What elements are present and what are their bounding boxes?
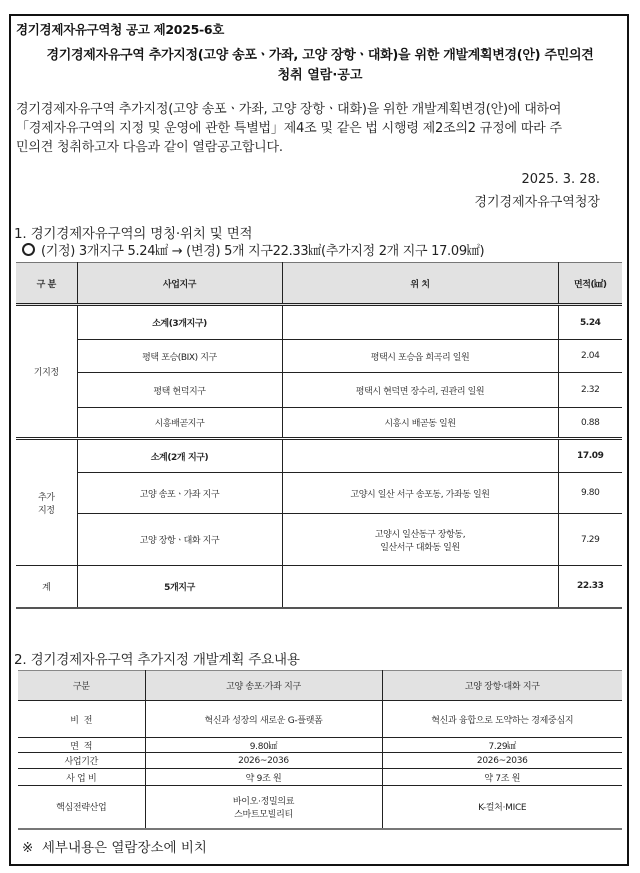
district-cell: 소계(3개지구)	[77, 305, 282, 340]
district-cell: 시흥배곧지구	[77, 408, 282, 439]
col-header-area: 면적(㎢)	[558, 263, 622, 305]
row-label: 비 전	[18, 701, 145, 738]
table-row	[16, 373, 622, 408]
table-row	[18, 786, 622, 829]
cell-line2: 스마트모빌리티	[234, 809, 293, 820]
area-cell: 7.29	[558, 514, 622, 566]
district-cell: 고양 장항ㆍ대화 지구	[77, 514, 282, 566]
body-line-2: 「경제자유구역의 지정 및 운영에 관한 특별법」제4조 및 같은 법 시행령 제2조의2 규정에 따라 주	[16, 121, 562, 136]
district-table	[16, 262, 622, 609]
cell-songpo: 약 9조 원	[145, 769, 382, 786]
table-row	[16, 473, 622, 514]
area-cell: 5.24	[558, 305, 622, 340]
location-line2: 일산서구 대화동 일원	[380, 542, 460, 553]
col-header-district: 사업지구	[77, 263, 282, 305]
table-row	[16, 439, 622, 473]
cell-janghang: K-컬처·MICE	[382, 786, 622, 829]
circle-bullet-icon	[22, 243, 35, 256]
cell-janghang: 2026~2036	[382, 753, 622, 769]
location-line1: 고양시 일산동구 장항동,	[374, 529, 466, 540]
cell-janghang: 혁신과 융합으로 도약하는 경제중심지	[382, 701, 622, 738]
col-header-songpo: 고양 송포·가좌 지구	[145, 671, 382, 701]
group-total: 계	[16, 566, 77, 608]
area-cell: 0.88	[558, 408, 622, 439]
table-row	[18, 738, 622, 753]
location-cell	[282, 439, 558, 473]
table-row	[18, 769, 622, 786]
body-line-1: 경기경제자유구역 추가지정(고양 송포ㆍ가좌, 고양 장항ㆍ대화)을 위한 개발계획변경(안)에 대하여	[16, 102, 562, 117]
table-row	[16, 408, 622, 439]
location-cell	[282, 305, 558, 340]
row-label: 사 업 비	[18, 769, 145, 786]
location-cell: 평택시 현덕면 장수리, 권관리 일원	[282, 373, 558, 408]
summary-text: (기정) 3개지구 5.24㎢ → (변경) 5개 지구22.33㎢(추가지정 2개 지구 17.09㎢)	[41, 244, 485, 259]
issuer-name: 경기경제자유구역청장	[474, 195, 600, 210]
location-cell	[282, 514, 558, 566]
group-existing: 기지정	[16, 305, 77, 439]
table-header-row	[16, 263, 622, 305]
area-cell: 17.09	[558, 439, 622, 473]
table-header-row	[18, 671, 622, 701]
table-row	[18, 701, 622, 738]
section1-summary	[22, 240, 484, 259]
footnote: ※ 세부내용은 열람장소에 비치	[22, 840, 207, 856]
cell-songpo: 9.80㎢	[145, 738, 382, 753]
table-row	[16, 514, 622, 566]
notice-title-line1: 경기경제자유구역 추가지정(고양 송포ㆍ가좌, 고양 장항ㆍ대화)을 위한 개발계획변경(안) 주민의견	[46, 48, 594, 63]
notice-number: 경기경제자유구역청 공고 제2025-6호	[16, 22, 225, 37]
location-cell: 시흥시 배곧동 일원	[282, 408, 558, 439]
district-cell: 소계(2개 지구)	[77, 439, 282, 473]
cell-songpo: 혁신과 성장의 새로운 G-플랫폼	[145, 701, 382, 738]
col-header-location: 위 치	[282, 263, 558, 305]
plan-table	[18, 670, 622, 830]
cell-songpo: 2026~2036	[145, 753, 382, 769]
section2-title: 2. 경기경제자유구역 추가지정 개발계획 주요내용	[14, 652, 300, 668]
notice-title-line2: 청취 열람·공고	[277, 68, 363, 83]
cell-songpo	[145, 786, 382, 829]
col-header-category: 구분	[18, 671, 145, 701]
row-label: 핵심전략산업	[18, 786, 145, 829]
body-line-3: 민의견 청취하고자 다음과 같이 열람공고합니다.	[16, 140, 283, 155]
area-cell: 9.80	[558, 473, 622, 514]
table-row	[16, 340, 622, 373]
location-cell: 평택시 포승읍 희곡리 일원	[282, 340, 558, 373]
district-cell: 고양 송포ㆍ가좌 지구	[77, 473, 282, 514]
area-cell: 2.04	[558, 340, 622, 373]
area-cell: 22.33	[558, 566, 622, 608]
group-added	[16, 439, 77, 566]
area-cell: 2.32	[558, 373, 622, 408]
group-added-line2: 지정	[37, 505, 55, 516]
section1-title: 1. 경기경제자유구역의 명칭·위치 및 면적	[14, 226, 253, 242]
district-cell: 평택 현덕지구	[77, 373, 282, 408]
table-row	[16, 305, 622, 340]
cell-janghang: 약 7조 원	[382, 769, 622, 786]
col-header-janghang: 고양 장항·대화 지구	[382, 671, 622, 701]
cell-line1: 바이오·정밀의료	[232, 796, 295, 807]
table-row-total	[16, 566, 622, 608]
row-label: 면 적	[18, 738, 145, 753]
district-cell: 5개지구	[77, 566, 282, 608]
notice-date: 2025. 3. 28.	[521, 172, 600, 187]
location-cell	[282, 566, 558, 608]
group-added-line1: 추가	[37, 492, 55, 503]
district-cell: 평택 포승(BIX) 지구	[77, 340, 282, 373]
row-label: 사업기간	[18, 753, 145, 769]
cell-janghang: 7.29㎢	[382, 738, 622, 753]
table-row	[18, 753, 622, 769]
location-cell: 고양시 일산 서구 송포동, 가좌동 일원	[282, 473, 558, 514]
col-header-category: 구 분	[16, 263, 77, 305]
